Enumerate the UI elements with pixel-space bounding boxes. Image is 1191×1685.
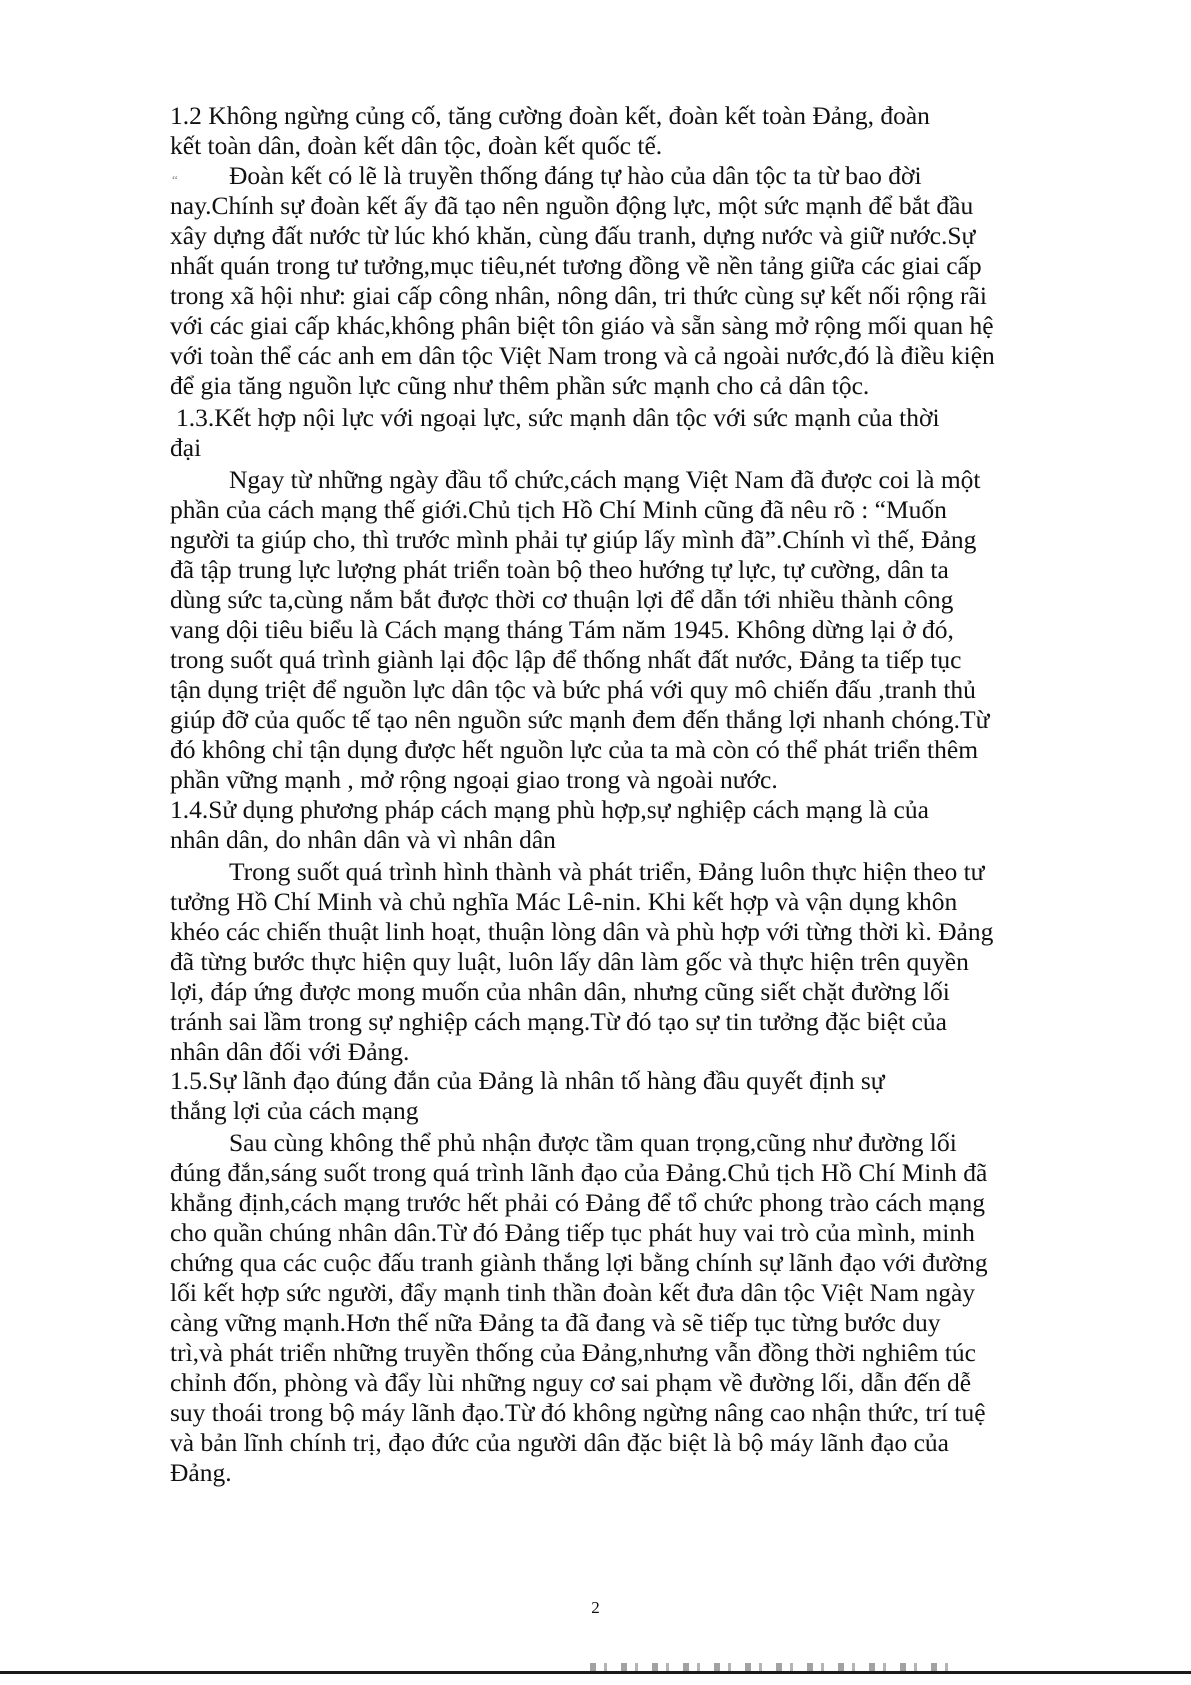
paragraph-line: chứng qua các cuộc đấu tranh giành thắng lợi bằng chính sự lãnh đạo với đường (170, 1248, 988, 1277)
paragraph-line: để gia tăng nguồn lực cũng như thêm phần sức mạnh cho cả dân tộc. (170, 371, 870, 400)
paragraph-line: Đoàn kết có lẽ là truyền thống đáng tự hào của dân tộc ta từ bao đời (229, 161, 922, 190)
paragraph-line: đúng đắn,sáng suốt trong quá trình lãnh đạo của Đảng.Chủ tịch Hồ Chí Minh đã (170, 1158, 988, 1187)
heading-1-4-cont: nhân dân, do nhân dân và vì nhân dân (170, 825, 556, 854)
paragraph-line: đó không chỉ tận dụng được hết nguồn lực của ta mà còn có thể phát triển thêm (170, 735, 979, 764)
paragraph-line: trong suốt quá trình giành lại độc lập để thống nhất đất nước, Đảng ta tiếp tục (170, 645, 962, 674)
paragraph-line: người ta giúp cho, thì trước mình phải tự giúp lấy mình đã”.Chính vì thế, Đảng (170, 525, 977, 554)
heading-1-2-cont: kết toàn dân, đoàn kết dân tộc, đoàn kết quốc tế. (170, 131, 663, 160)
paragraph-line: cho quần chúng nhân dân.Từ đó Đảng tiếp tục phát huy vai trò của mình, minh (170, 1218, 975, 1247)
paragraph-line: suy thoái trong bộ máy lãnh đạo.Từ đó không ngừng nâng cao nhận thức, trí tuệ (170, 1398, 986, 1427)
heading-1-5: 1.5.Sự lãnh đạo đúng đắn của Đảng là nhân tố hàng đầu quyết định sự (170, 1066, 885, 1095)
paragraph-line: phần vững mạnh , mở rộng ngoại giao trong và ngoài nước. (170, 765, 778, 794)
paragraph-line: và bản lĩnh chính trị, đạo đức của người dân đặc biệt là bộ máy lãnh đạo của (170, 1428, 949, 1457)
paragraph-line: càng vững mạnh.Hơn thế nữa Đảng ta đã đang và sẽ tiếp tục từng bước duy (170, 1308, 941, 1337)
page-number: 2 (591, 1598, 600, 1617)
paragraph-line: với các giai cấp khác,không phân biệt tôn giáo và sẵn sàng mở rộng mối quan hệ (170, 311, 994, 340)
page-bottom-rule (0, 1671, 1191, 1674)
paragraph-line: lối kết hợp sức người, đẩy mạnh tinh thần đoàn kết đưa dân tộc Việt Nam ngày (170, 1278, 976, 1307)
paragraph-line: với toàn thể các anh em dân tộc Việt Nam trong và cả ngoài nước,đó là điều kiện (170, 341, 995, 370)
paragraph-line: tưởng Hồ Chí Minh và chủ nghĩa Mác Lê-nin. Khi kết hợp và vận dụng khôn (170, 887, 958, 916)
heading-1-5-cont: thắng lợi của cách mạng (170, 1096, 419, 1125)
paragraph-line: Sau cùng không thể phủ nhận được tầm quan trọng,cũng như đường lối (229, 1128, 957, 1157)
heading-1-2: 1.2 Không ngừng củng cố, tăng cường đoàn kết, đoàn kết toàn Đảng, đoàn (170, 101, 930, 130)
paragraph-line: dùng sức ta,cùng nắm bắt được thời cơ thuận lợi để dẫn tới nhiều thành công (170, 585, 954, 614)
paragraph-line: đã từng bước thực hiện quy luật, luôn lấy dân làm gốc và thực hiện trên quyền (170, 947, 969, 976)
paragraph-line: khéo các chiến thuật linh hoạt, thuận lòng dân và phù hợp với từng thời kì. Đảng (170, 917, 994, 946)
heading-1-3-cont: đại (170, 433, 202, 462)
paragraph-line: lợi, đáp ứng được mong muốn của nhân dân, nhưng cũng siết chặt đường lối (170, 977, 950, 1006)
paragraph-line: giúp đỡ của quốc tế tạo nên nguồn sức mạnh đem đến thắng lợi nhanh chóng.Từ (170, 705, 990, 734)
paragraph-line: Đảng. (170, 1458, 232, 1487)
stray-quote-mark: “ (172, 172, 178, 187)
paragraph-line: trong xã hội như: giai cấp công nhân, nông dân, tri thức cùng sự kết nối rộng rãi (170, 281, 987, 310)
paragraph-line: đã tập trung lực lượng phát triển toàn bộ theo hướng tự lực, tự cường, dân ta (170, 555, 949, 584)
heading-1-3: 1.3.Kết hợp nội lực với ngoại lực, sức mạnh dân tộc với sức mạnh của thời (176, 403, 940, 432)
paragraph-line: tận dụng triệt để nguồn lực dân tộc và bức phá với quy mô chiến đấu ,tranh thủ (170, 675, 976, 704)
paragraph-line: phần của cách mạng thế giới.Chủ tịch Hồ Chí Minh cũng đã nêu rõ : “Muốn (170, 495, 947, 524)
paragraph-line: khẳng định,cách mạng trước hết phải có Đảng để tổ chức phong trào cách mạng (170, 1188, 986, 1217)
paragraph-line: chỉnh đốn, phòng và đẩy lùi những nguy cơ sai phạm về đường lối, dẫn đến dễ (170, 1368, 972, 1397)
paragraph-line: vang dội tiêu biểu là Cách mạng tháng Tám năm 1945. Không dừng lại ở đó, (170, 615, 954, 644)
paragraph-line: nhân dân đối với Đảng. (170, 1037, 410, 1066)
paragraph-line: tránh sai lầm trong sự nghiệp cách mạng.Từ đó tạo sự tin tưởng đặc biệt của (170, 1007, 947, 1036)
paragraph-line: nay.Chính sự đoàn kết ấy đã tạo nên nguồn động lực, một sức mạnh để bắt đầu (170, 191, 974, 220)
paragraph-line: trì,và phát triển những truyền thống của Đảng,nhưng vẫn đồng thời nghiêm túc (170, 1338, 976, 1367)
paragraph-line: Ngay từ những ngày đầu tổ chức,cách mạng Việt Nam đã được coi là một (229, 465, 981, 494)
paragraph-line: nhất quán trong tư tưởng,mục tiêu,nét tương đồng về nền tảng giữa các giai cấp (170, 251, 982, 280)
heading-1-4: 1.4.Sử dụng phương pháp cách mạng phù hợp,sự nghiệp cách mạng là của (170, 795, 929, 824)
paragraph-line: xây dựng đất nước từ lúc khó khăn, cùng đấu tranh, dựng nước và giữ nước.Sự (170, 221, 976, 250)
scan-artifact (590, 1663, 950, 1671)
paragraph-line: Trong suốt quá trình hình thành và phát triển, Đảng luôn thực hiện theo tư (229, 857, 985, 886)
